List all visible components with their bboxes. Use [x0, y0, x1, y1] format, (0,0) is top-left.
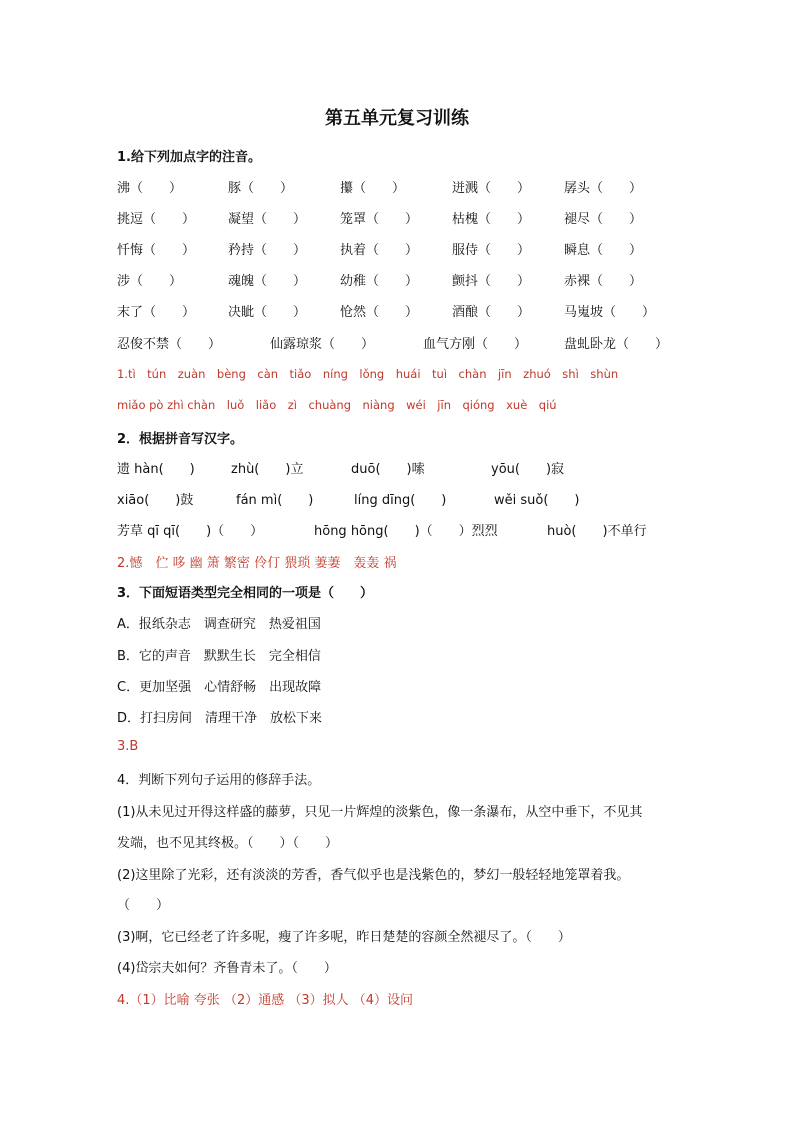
q1-item: 笼罩（ ） — [340, 212, 419, 227]
q1-item: 忏悔（ ） — [117, 243, 196, 258]
q1-answer-line-1: 1.tì tún zuàn bèng càn tiǎo níng lǒng huái tuì chàn jīn zhuó shì shùn — [117, 367, 619, 381]
q3-heading: 3．下面短语类型完全相同的一项是（ ） — [117, 586, 374, 601]
q1-item: 血气方刚（ ） — [423, 337, 528, 352]
q1-item: 颤抖（ ） — [452, 274, 531, 289]
q1-item: 马嵬坡（ ） — [564, 305, 656, 320]
q3-option-c: C．更加坚强 心情舒畅 出现故障 — [117, 680, 322, 695]
q1-item: 沸（ ） — [117, 181, 183, 196]
q3-answer: 3.B — [117, 739, 139, 754]
q2-item: fán mì( ) — [236, 493, 314, 508]
q1-item: 末了（ ） — [117, 305, 196, 320]
q4-sentence-1a: (1)从未见过开得这样盛的藤萝，只见一片辉煌的淡紫色，像一条瀑布，从空中垂下，不见其 — [117, 805, 643, 820]
q4-answer: 4.（1）比喻 夸张 （2）通感 （3）拟人 （4）设问 — [117, 993, 414, 1008]
q1-item: 幼稚（ ） — [340, 274, 419, 289]
q1-answer-line-2: miǎo pò zhì chàn luǒ liǎo zì chuàng niàng wéi jīn qióng xuè qiú — [117, 398, 557, 412]
page-title: 第五单元复习训练 — [325, 108, 469, 129]
q2-item: 遗 hàn( ) — [117, 462, 195, 477]
q1-item: 枯槐（ ） — [452, 212, 531, 227]
q3-option-d: D．打扫房间 清理干净 放松下来 — [117, 711, 323, 726]
q1-item: 孱头（ ） — [564, 181, 643, 196]
q2-item: duō( )嗦 — [351, 462, 425, 477]
q4-sentence-3: (3)啊，它已经老了许多呢，瘦了许多呢，昨日楚楚的容颜全然褪尽了。（ ） — [117, 930, 571, 945]
q1-heading: 1.给下列加点字的注音。 — [117, 150, 261, 165]
q4-heading: 4．判断下列句子运用的修辞手法。 — [117, 773, 321, 788]
q2-item: 芳草 qī qī( )（ ） — [117, 524, 264, 539]
q4-sentence-4: (4)岱宗夫如何？齐鲁青未了。（ ） — [117, 961, 337, 976]
q1-item: 盘虬卧龙（ ） — [564, 337, 669, 352]
q2-item: wěi suǒ( ) — [494, 493, 580, 508]
q1-item: 赤裸（ ） — [564, 274, 643, 289]
q2-heading: 2．根据拼音写汉字。 — [117, 432, 244, 447]
q1-item: 凝望（ ） — [228, 212, 307, 227]
q1-item: 仙露琼浆（ ） — [270, 337, 375, 352]
q1-item: 攥（ ） — [340, 181, 406, 196]
q2-item: líng dīng( ) — [354, 493, 447, 508]
q2-item: zhù( )立 — [231, 462, 304, 477]
q3-option-a: A．报纸杂志 调查研究 热爱祖国 — [117, 617, 321, 632]
q1-item: 挑逗（ ） — [117, 212, 196, 227]
q4-sentence-2a: (2)这里除了光彩，还有淡淡的芳香，香气似乎也是浅紫色的，梦幻一般轻轻地笼罩着我。 — [117, 868, 630, 883]
q1-item: 怆然（ ） — [340, 305, 419, 320]
q1-item: 涉（ ） — [117, 274, 183, 289]
q1-item: 酒酿（ ） — [452, 305, 531, 320]
q1-item: 豚（ ） — [228, 181, 294, 196]
q1-item: 服侍（ ） — [452, 243, 531, 258]
q2-item: yōu( )寂 — [491, 462, 565, 477]
q1-item: 瞬息（ ） — [564, 243, 643, 258]
q1-item: 迸溅（ ） — [452, 181, 531, 196]
q2-item: hōng hōng( )（ ）烈烈 — [314, 524, 498, 539]
q4-sentence-2b: （ ） — [117, 898, 170, 913]
q4-sentence-1b: 发端，也不见其终极。（ ）（ ） — [117, 836, 339, 851]
q1-item: 决眦（ ） — [228, 305, 307, 320]
q3-option-b: B．它的声音 默默生长 完全相信 — [117, 649, 321, 664]
q2-answer: 2.憾 伫 哆 幽 箫 繁密 伶仃 猥琐 萋萋 轰轰 祸 — [117, 556, 397, 571]
q1-item: 忍俊不禁（ ） — [117, 337, 222, 352]
q2-item: huò( )不单行 — [547, 524, 647, 539]
q1-item: 褪尽（ ） — [564, 212, 643, 227]
q1-item: 矜持（ ） — [228, 243, 307, 258]
q1-item: 执着（ ） — [340, 243, 419, 258]
q2-item: xiāo( )鼓 — [117, 493, 194, 508]
q1-item: 魂魄（ ） — [228, 274, 307, 289]
